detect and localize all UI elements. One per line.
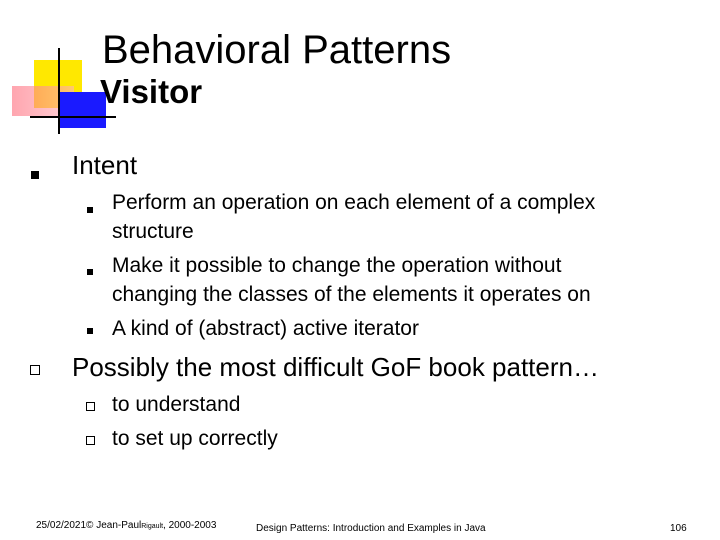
footer-years: , 2000-2003 [163,520,217,531]
logo-vertical-line [58,48,60,134]
footer-copyright [36,520,216,533]
list-item: Make it possible to change the operation without [112,254,562,277]
page-number: 106 [670,523,687,534]
list-item: to understand [112,393,241,416]
list-item: to set up correctly [112,427,278,450]
bullet-hollow-icon [86,436,95,445]
bullet-filled-icon [87,207,93,213]
bullet-hollow-icon [86,402,95,411]
bullet-hollow-icon [30,365,40,375]
bullet-intent: Intent [72,150,138,180]
list-item: A kind of (abstract) active iterator [112,317,419,340]
list-item-continuation: changing the classes of the elements it operates on [112,283,591,306]
bullet-filled-icon [31,171,39,179]
list-item: Perform an operation on each element of a complex [112,191,596,214]
bullet-possibly: Possibly the most difficult GoF book pattern… [72,352,599,382]
logo-horizontal-line [30,116,116,118]
footer-author: 25/02/2021© Jean-Paul [36,520,142,531]
bullet-filled-icon [87,328,93,334]
bullet-filled-icon [87,269,93,275]
list-item-continuation: structure [112,220,194,243]
slide-title: Behavioral Patterns [102,28,452,72]
footer-author-small: Rigault [141,523,164,530]
footer-course-title: Design Patterns: Introduction and Examples in Java [256,523,486,534]
slide-subtitle: Visitor [100,73,203,110]
slide-logo [0,0,110,140]
